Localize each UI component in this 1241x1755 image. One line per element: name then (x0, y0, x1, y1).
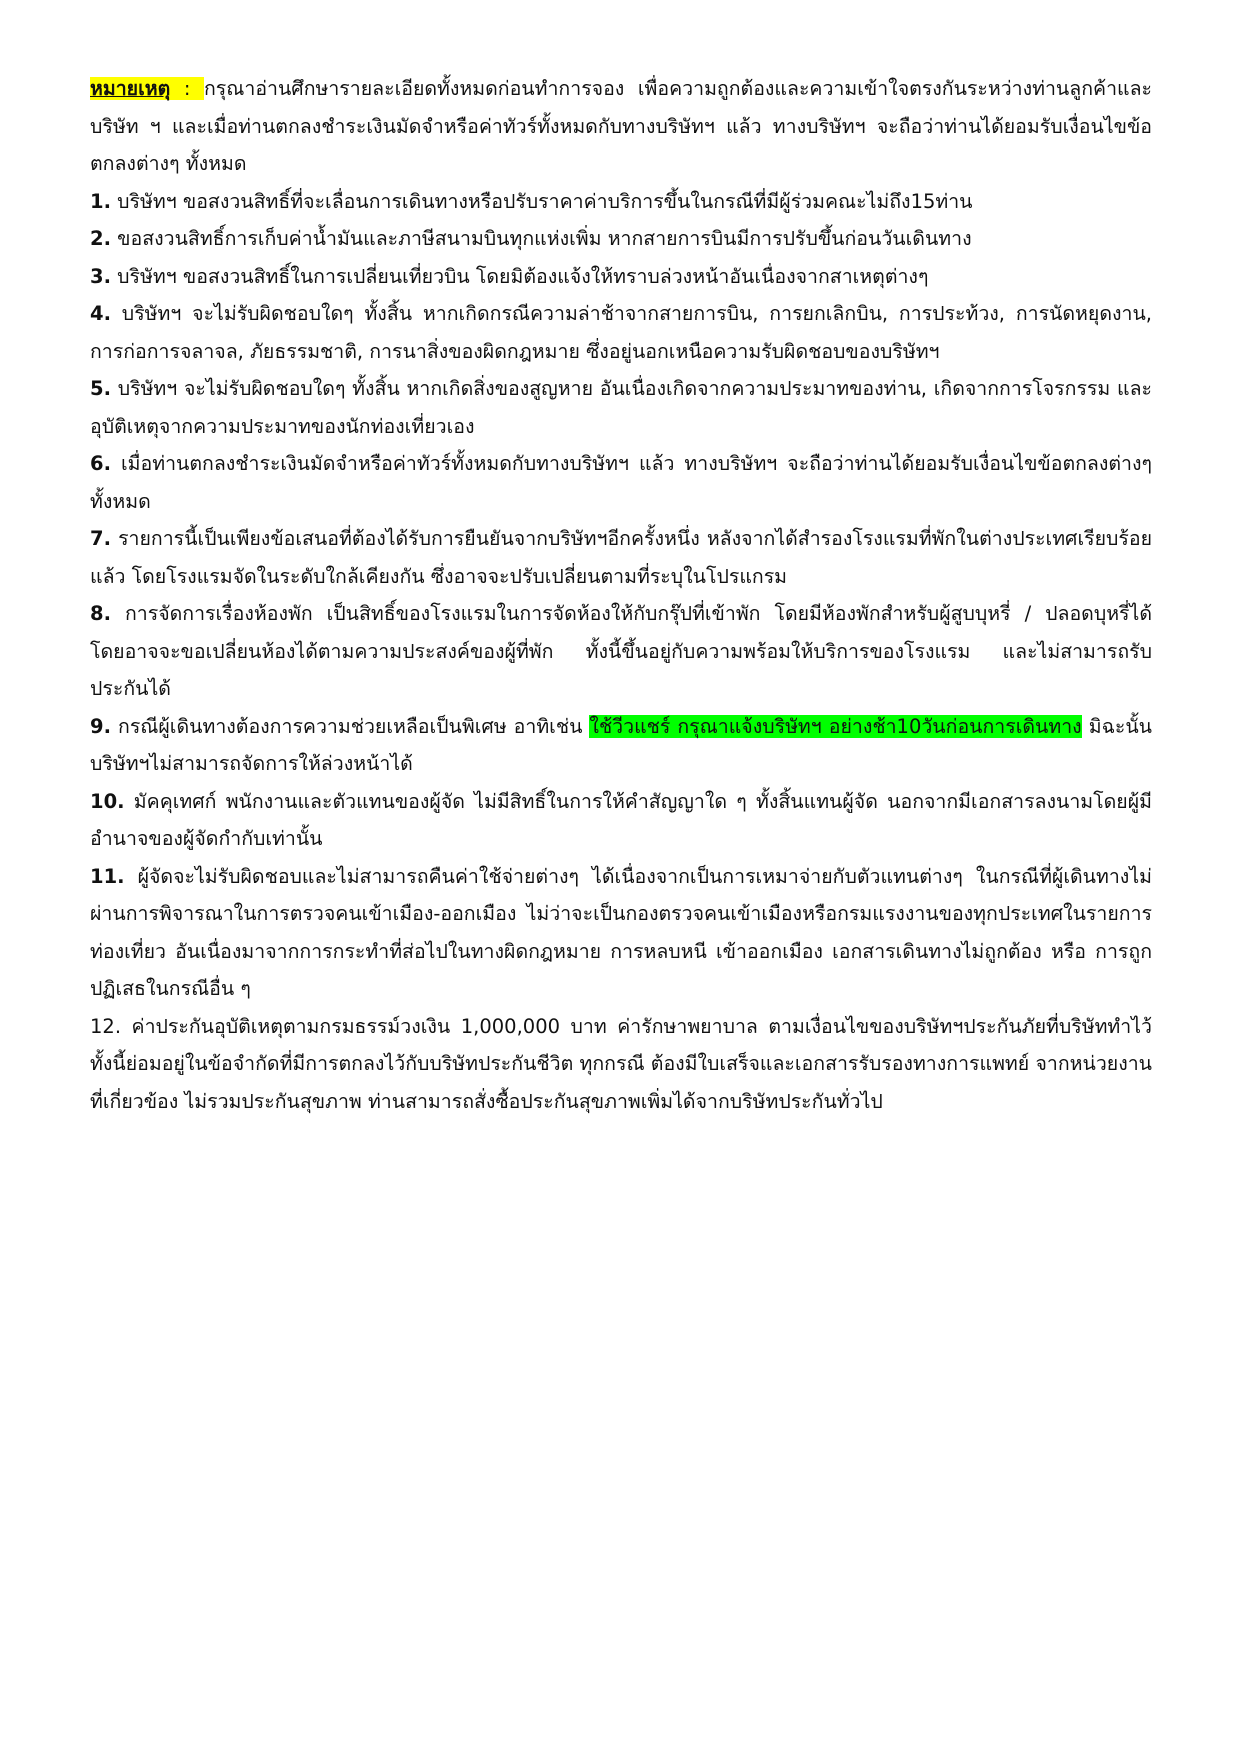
term-item-6 (90, 445, 1152, 520)
term-text: ค่าประกันอุบัติเหตุตามกรมธรรม์วงเงิน 1,000,000 บาท ค่ารักษาพยาบาล ตามเงื่อนไขของบริษัทฯประกันภัยที่บริษัททำไว้ ทั้งนี้ย่อมอยู่ในข้อจำกัดที่มีการตกลงไว้กับบริษัทประกันชีวิต ทุกกรณี ต้องมีใบเสร็จและเอกสารรับรองทางการแพทย์ จากหน่วยงานที่เกี่ยวข้อง ไม่รวมประกันสุขภาพ ท่านสามารถสั่งซื้อประกันสุขภาพเพิ่มได้จากบริษัทประกันทั่วไป (90, 1014, 1152, 1113)
term-item-3 (90, 258, 1152, 296)
term-text: รายการนี้เป็นเพียงข้อเสนอที่ต้องได้รับการยืนยันจากบริษัทฯอีกครั้งหนึ่ง หลังจากได้สำรองโรงแรมที่พักในต่างประเทศเรียบร้อยแล้ว โดยโรงแรมจัดในระดับใกล้เคียงกัน ซึ่งอาจจะปรับเปลี่ยนตามที่ระบุในโปรแกรม (90, 527, 1152, 588)
term-text: ผู้จัดจะไม่รับผิดชอบและไม่สามารถคืนค่าใช้จ่ายต่างๆ ได้เนื่องจากเป็นการเหมาจ่ายกับตัวแทนต่างๆ ในกรณีที่ผู้เดินทางไม่ผ่านการพิจารณาในการตรวจคนเข้าเมือง-ออกเมือง ไม่ว่าจะเป็นกองตรวจคนเข้าเมืองหรือกรมแรงงานของทุกประเทศในรายการท่องเที่ยว อันเนื่องมาจากการกระทำที่ส่อไปในทางผิดกฎหมาย การหลบหนี เข้าออกเมือง เอกสารเดินทางไม่ถูกต้อง หรือ การถูกปฏิเสธในกรณีอื่น ๆ (90, 864, 1152, 1000)
term-text: บริษัทฯ จะไม่รับผิดชอบใดๆ ทั้งสิ้น หากเกิดกรณีความล่าช้าจากสายการบิน, การยกเลิกบิน, การประท้วง, การนัดหยุดงาน, การก่อการจลาจล, ภัยธรรมชาติ, การนาสิ่งของผิดกฎหมาย ซึ่งอยู่นอกเหนือความรับผิดชอบของบริษัทฯ (90, 302, 1152, 363)
term-text: เมื่อท่านตกลงชำระเงินมัดจำหรือค่าทัวร์ทั้งหมดกับทางบริษัทฯ แล้ว ทางบริษัทฯ จะถือว่าท่านได้ยอมรับเงื่อนไขข้อตกลงต่างๆ ทั้งหมด (90, 452, 1152, 513)
term-text: บริษัทฯ จะไม่รับผิดชอบใดๆ ทั้งสิ้น หากเกิดสิ่งของสูญหาย อันเนื่องเกิดจากความประมาทของท่าน, เกิดจากการโจรกรรม และ อุบัติเหตุจากความประมาทของนักท่องเที่ยวเอง (90, 377, 1152, 438)
term-item-7 (90, 520, 1152, 595)
terms-document (90, 70, 1152, 1120)
term-item-1 (90, 183, 1152, 221)
term-number: 3. (90, 264, 111, 288)
term-number: 12. (90, 1014, 122, 1038)
term-item-8 (90, 595, 1152, 708)
term-number: 4. (90, 302, 111, 325)
term-text: ขอสงวนสิทธิ์การเก็บค่าน้ำมันและภาษีสนามบินทุกแห่งเพิ่ม หากสายการบินมีการปรับขึ้นก่อนวันเดินทาง (110, 227, 972, 250)
term-number: 10. (90, 789, 125, 813)
term-number: 6. (90, 452, 111, 475)
term-item-9 (90, 708, 1152, 783)
term-text: บริษัทฯ ขอสงวนสิทธิ์ที่จะเลื่อนการเดินทางหรือปรับราคาค่าบริการขึ้นในกรณีที่มีผู้ร่วมคณะไม่ถึง15ท่าน (110, 189, 973, 213)
note-label: หมายเหตุ (90, 77, 171, 100)
term-item-2 (90, 220, 1152, 258)
term-item-10 (90, 783, 1152, 858)
note-colon: : (170, 77, 204, 100)
term-number: 7. (90, 527, 111, 550)
term-number: 5. (90, 377, 111, 400)
term-text: กรณีผู้เดินทางต้องการความช่วยเหลือเป็นพิเศษ อาทิเช่น (110, 714, 590, 738)
term-item-11 (90, 858, 1152, 1008)
term-text-after: มิฉะนั้น บริษัทฯไม่สามารถจัดการให้ล่วงหน้าได้ (90, 714, 1152, 775)
term-text: มัคคุเทศก์ พนักงานและตัวแทนของผู้จัด ไม่มีสิทธิ์ในการให้คำสัญญาใด ๆ ทั้งสิ้นแทนผู้จัด นอกจากมีเอกสารลงนามโดยผู้มีอำนาจของผู้จัดกำกับเท่านั้น (90, 789, 1152, 850)
term-item-4 (90, 295, 1152, 370)
term-text: บริษัทฯ ขอสงวนสิทธิ์ในการเปลี่ยนเที่ยวบิน โดยมิต้องแจ้งให้ทราบล่วงหน้าอันเนื่องจากสาเหตุต่างๆ (110, 264, 929, 288)
note-paragraph (90, 70, 1152, 183)
term-item-5 (90, 370, 1152, 445)
term-number: 1. (90, 189, 111, 213)
term-item-12 (90, 1008, 1152, 1121)
term-number: 8. (90, 602, 111, 625)
term-text: การจัดการเรื่องห้องพัก เป็นสิทธิ์ของโรงแรมในการจัดห้องให้กับกรุ๊ปที่เข้าพัก โดยมีห้องพักสำหรับผู้สูบบุหรี่ / ปลอดบุหรี่ได้ โดยอาจจะขอเปลี่ยนห้องได้ตามความประสงค์ของผู้ที่พัก ทั้งนี้ขึ้นอยู่กับความพร้อมให้บริการของโรงแรม และไม่สามารถรับประกันได้ (90, 602, 1152, 700)
wheelchair-highlight: ใช้วีวแชร์ กรุณาแจ้งบริษัทฯ อย่างช้า10วันก่อนการเดินทาง (589, 714, 1082, 738)
note-text: กรุณาอ่านศึกษารายละเอียดทั้งหมดก่อนทำการจอง เพื่อความถูกต้องและความเข้าใจตรงกันระหว่างท่านลูกค้าและบริษัท ฯ และเมื่อท่านตกลงชำระเงินมัดจำหรือค่าทัวร์ทั้งหมดกับทางบริษัทฯ แล้ว ทางบริษัทฯ จะถือว่าท่านได้ยอมรับเงื่อนไขข้อตกลงต่างๆ ทั้งหมด (90, 77, 1153, 175)
term-number: 2. (90, 227, 111, 250)
term-number: 9. (90, 714, 111, 738)
term-number: 11. (90, 864, 125, 888)
